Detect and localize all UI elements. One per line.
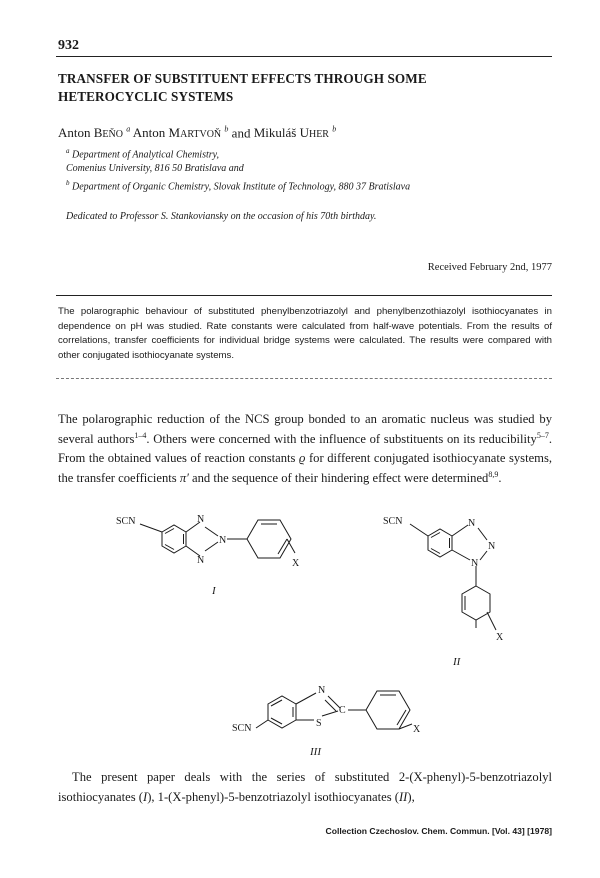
author-2: Anton MARTVOŇ $^b$ [132,125,229,141]
structure-3-c-label: C [339,705,346,716]
structure-2-x-label: X [496,632,504,643]
structure-3-drawing [256,691,412,729]
structure-3-s-label: S [316,718,322,729]
structure-2-n-mid: N [488,541,496,552]
structure-1-x-label: X [292,558,300,569]
structure-2-n-bottom: N [471,558,479,569]
present-paper-paragraph: The present paper deals with the series of substituted 2-(X-phenyl)-5-benzotriazolyl isothiocyanates (I), 1-(X-phenyl)-5-benzotriazolyl isothiocyanates (II), [58,770,552,804]
structure-2-n-top: N [468,518,476,529]
title-line-1: TRANSFER OF SUBSTITUENT EFFECTS THROUGH SOME [58,71,427,86]
page-number: 932 [58,38,79,53]
structure-1-drawing [140,520,295,558]
affiliation-b-line-1: $^b$ Department of Organic Chemistry, Slovak Institute of Technology, 880 37 Bratislava [66,179,411,193]
structure-3-label: III [310,746,321,758]
affiliation-a-line-1: $^a$ Department of Analytical Chemistry, [66,147,220,161]
intro-paragraph: The polarographic reduction of the NCS group bonded to an aromatic nucleus was studied by several authors$^{1-4}$. Others were concerned with the influence of substituents on its reducibility$^{5-7}$. From the obtained values of reaction constants ϱ for different conjugated isothiocyanate systems, the transfer coefficients π′ and the sequence of their hindering effect were determined$^{8,9}$. [58,412,553,485]
structure-3-scn-label: SCN [232,723,252,734]
structure-2-scn-label: SCN [383,516,403,527]
journal-footer: Collection Czechoslov. Chem. Commun. [Vol. 43] [1978] [325,826,552,836]
structure-1-n-bottom: N [197,555,205,566]
structure-3-n-label: N [318,685,326,696]
structure-1-label: I [212,585,216,597]
structure-1-scn-label: SCN [116,516,136,527]
author-1: Anton BEŇO $^a$ [58,125,131,141]
abstract: The polarographic behaviour of substituted phenylbenzotriazolyl and phenylbenzothiazolyl isothiocyanates in dependence on pH was studied. Rate constants were calculated from half-wave potentials. From the results of correlations, transfer coefficients for individual bridge systems were calculated. The results were compared with other conjugated isothiocyanate systems. [58,306,552,361]
received-date: Received February 2nd, 1977 [427,262,552,273]
affiliation-a-line-2: Comenius University, 816 50 Bratislava and [66,163,244,175]
structure-3-x-label: X [413,724,421,735]
structure-1-n-top: N [197,514,205,525]
structure-2-label: II [453,656,461,668]
title-line-2: HETEROCYCLIC SYSTEMS [58,89,234,104]
structure-1-n-mid: N [219,535,227,546]
dedication: Dedicated to Professor S. Stankoviansky on the occasion of his 70th birthday. [66,211,377,222]
author-3: Mikuláš UHER $^b$ [253,125,337,141]
and-word: and [231,125,251,141]
structure-2-drawing [410,524,496,630]
